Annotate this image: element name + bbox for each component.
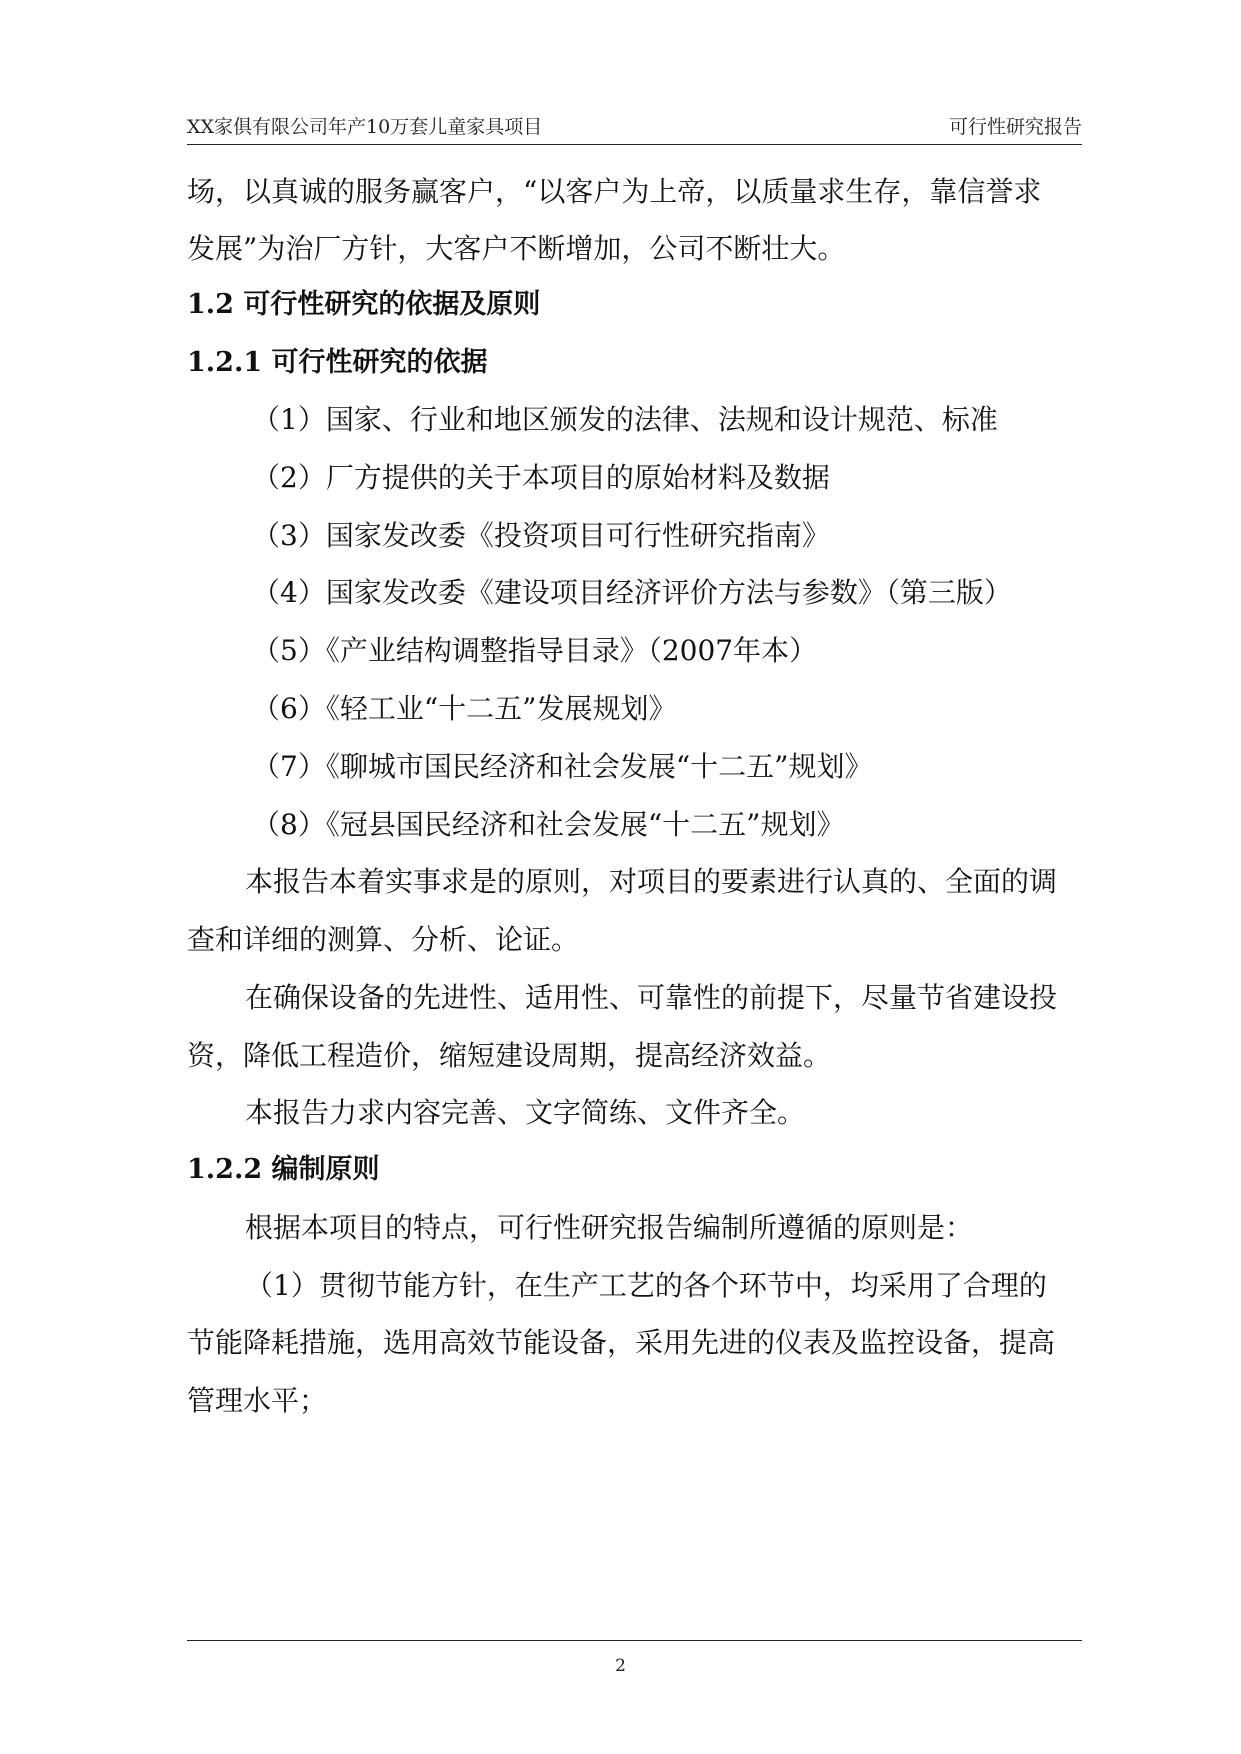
compilation-item-1-line-1: （1）贯彻节能方针，在生产工艺的各个环节中，均采用了合理的 bbox=[245, 1269, 1047, 1302]
compilation-intro: 根据本项目的特点，可行性研究报告编制所遵循的原则是： bbox=[245, 1211, 974, 1244]
section-heading-1-2: 1.2 可行性研究的依据及原则 bbox=[187, 289, 541, 320]
principle-paragraph-1-line-1: 本报告本着实事求是的原则，对项目的要素进行认真的、全面的调 bbox=[245, 865, 1058, 898]
intro-paragraph-line-2: 发展”为治厂方针，大客户不断增加，公司不断壮大。 bbox=[187, 232, 846, 265]
principle-paragraph-3: 本报告力求内容完善、文字简练、文件齐全。 bbox=[245, 1096, 806, 1129]
basis-list-item: （6）《轻工业“十二五”发展规划》 bbox=[252, 692, 677, 725]
page-number: 2 bbox=[615, 1656, 626, 1676]
basis-list-item: （3）国家发改委《投资项目可行性研究指南》 bbox=[252, 519, 830, 552]
page-header bbox=[187, 110, 1082, 145]
intro-paragraph-line-1: 场，以真诚的服务赢客户，“以客户为上帝，以质量求生存，靠信誉求 bbox=[187, 175, 1042, 208]
basis-list-item: （8）《冠县国民经济和社会发展“十二五”规划》 bbox=[252, 808, 845, 841]
header-report-title: 可行性研究报告 bbox=[948, 116, 1082, 138]
principle-paragraph-2-line-2: 资，降低工程造价，缩短建设周期，提高经济效益。 bbox=[187, 1039, 832, 1072]
subsection-heading-1-2-1: 1.2.1 可行性研究的依据 bbox=[187, 347, 488, 378]
basis-list-item: （7）《聊城市国民经济和社会发展“十二五”规划》 bbox=[252, 750, 873, 783]
header-project-title: XX家俱有限公司年产10万套儿童家具项目 bbox=[187, 116, 543, 138]
basis-list-item: （2）厂方提供的关于本项目的原始材料及数据 bbox=[252, 461, 830, 494]
compilation-item-1-line-2: 节能降耗措施，选用高效节能设备，采用先进的仪表及监控设备，提高 bbox=[187, 1326, 1056, 1359]
basis-list-item: （4）国家发改委《建设项目经济评价方法与参数》（第三版） bbox=[252, 576, 1012, 609]
footer-divider bbox=[187, 1640, 1082, 1641]
basis-list-item: （1）国家、行业和地区颁发的法律、法规和设计规范、标准 bbox=[252, 403, 998, 436]
principle-paragraph-2-line-1: 在确保设备的先进性、适用性、可靠性的前提下，尽量节省建设投 bbox=[245, 981, 1058, 1014]
principle-paragraph-1-line-2: 查和详细的测算、分析、论证。 bbox=[187, 923, 580, 956]
basis-list-item: （5）《产业结构调整指导目录》（2007年本） bbox=[252, 634, 818, 667]
subsection-heading-1-2-2: 1.2.2 编制原则 bbox=[187, 1154, 380, 1185]
compilation-item-1-line-3: 管理水平； bbox=[187, 1384, 328, 1417]
